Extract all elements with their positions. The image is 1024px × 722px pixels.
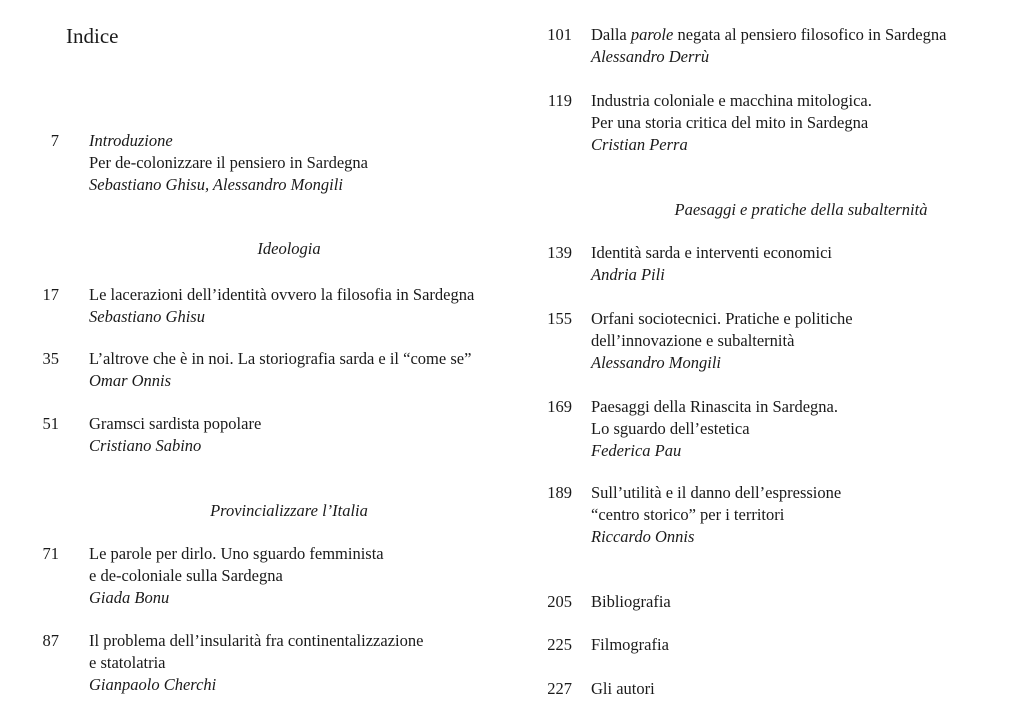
entry-author: Cristian Perra (591, 135, 688, 154)
entry-author: Alessandro Mongili (591, 353, 722, 372)
section-heading: Paesaggi e pratiche della subalternità (674, 200, 928, 219)
entry-author: Andria Pili (591, 265, 665, 284)
entry-title-cont: “centro storico” per i territori (591, 505, 785, 524)
page-number: 205 (547, 592, 572, 611)
page-number: 189 (547, 483, 572, 502)
entry-author: Giada Bonu (89, 588, 170, 607)
entry-author: Riccardo Onnis (591, 527, 695, 546)
page-number: 139 (547, 243, 572, 262)
page-number: 225 (547, 635, 572, 654)
entry-title: L’altrove che è in noi. La storiografia sarda e il “come se” (89, 349, 472, 368)
entry-title-cont: Per una storia critica del mito in Sardegna (591, 113, 869, 132)
entry-title: Orfani sociotecnici. Pratiche e politiche (591, 309, 853, 328)
page-title: Indice (66, 24, 119, 48)
entry-title: Industria coloniale e macchina mitologica. (591, 91, 872, 110)
entry-author: Alessandro Derrù (591, 47, 710, 66)
page-number: 155 (547, 309, 572, 328)
entry-author: Cristiano Sabino (89, 436, 202, 455)
page-number: 7 (50, 131, 59, 150)
entry-title: Filmografia (591, 635, 669, 654)
entry-author: Sebastiano Ghisu (89, 307, 205, 326)
entry-label: Introduzione (89, 131, 173, 150)
entry-author: Gianpaolo Cherchi (89, 675, 217, 694)
entry-author: Sebastiano Ghisu, Alessandro Mongili (89, 175, 343, 194)
entry-title-italic: parole (630, 25, 674, 44)
entry-title-cont: dell’innovazione e subalternità (591, 331, 795, 350)
entry-title-part: Dalla (591, 25, 631, 44)
entry-title-cont: Lo sguardo dell’estetica (591, 419, 750, 438)
page-number: 119 (547, 91, 572, 110)
entry-title: Gli autori (591, 679, 655, 698)
page-number: 51 (42, 414, 59, 433)
entry-title (591, 24, 946, 46)
page-number: 169 (547, 397, 572, 416)
page-number: 227 (547, 679, 572, 698)
entry-title-cont: e statolatria (89, 653, 166, 672)
entry-title: Per de-colonizzare il pensiero in Sardegna (89, 153, 369, 172)
entry-author: Federica Pau (591, 441, 682, 460)
page-number: 87 (42, 631, 59, 650)
page-number: 35 (42, 349, 59, 368)
page-number: 101 (547, 25, 572, 44)
entry-title: Le parole per dirlo. Uno sguardo femminista (89, 544, 384, 563)
entry-title: Il problema dell’insularità fra continentalizzazione (89, 631, 424, 650)
entry-author: Omar Onnis (89, 371, 172, 390)
section-heading: Provincializzare l’Italia (210, 501, 368, 520)
page-number: 71 (42, 544, 59, 563)
entry-title-part: negata al pensiero filosofico in Sardegna (673, 25, 947, 44)
entry-title: Identità sarda e interventi economici (591, 243, 832, 262)
entry-title-cont: e de-coloniale sulla Sardegna (89, 566, 283, 585)
section-heading: Ideologia (257, 239, 321, 258)
entry-title: Le lacerazioni dell’identità ovvero la filosofia in Sardegna (89, 285, 475, 304)
entry-title: Sull’utilità e il danno dell’espressione (591, 483, 842, 502)
entry-title: Paesaggi della Rinascita in Sardegna. (591, 397, 838, 416)
entry-title: Bibliografia (591, 592, 671, 611)
page-number: 17 (42, 285, 59, 304)
entry-title: Gramsci sardista popolare (89, 414, 262, 433)
